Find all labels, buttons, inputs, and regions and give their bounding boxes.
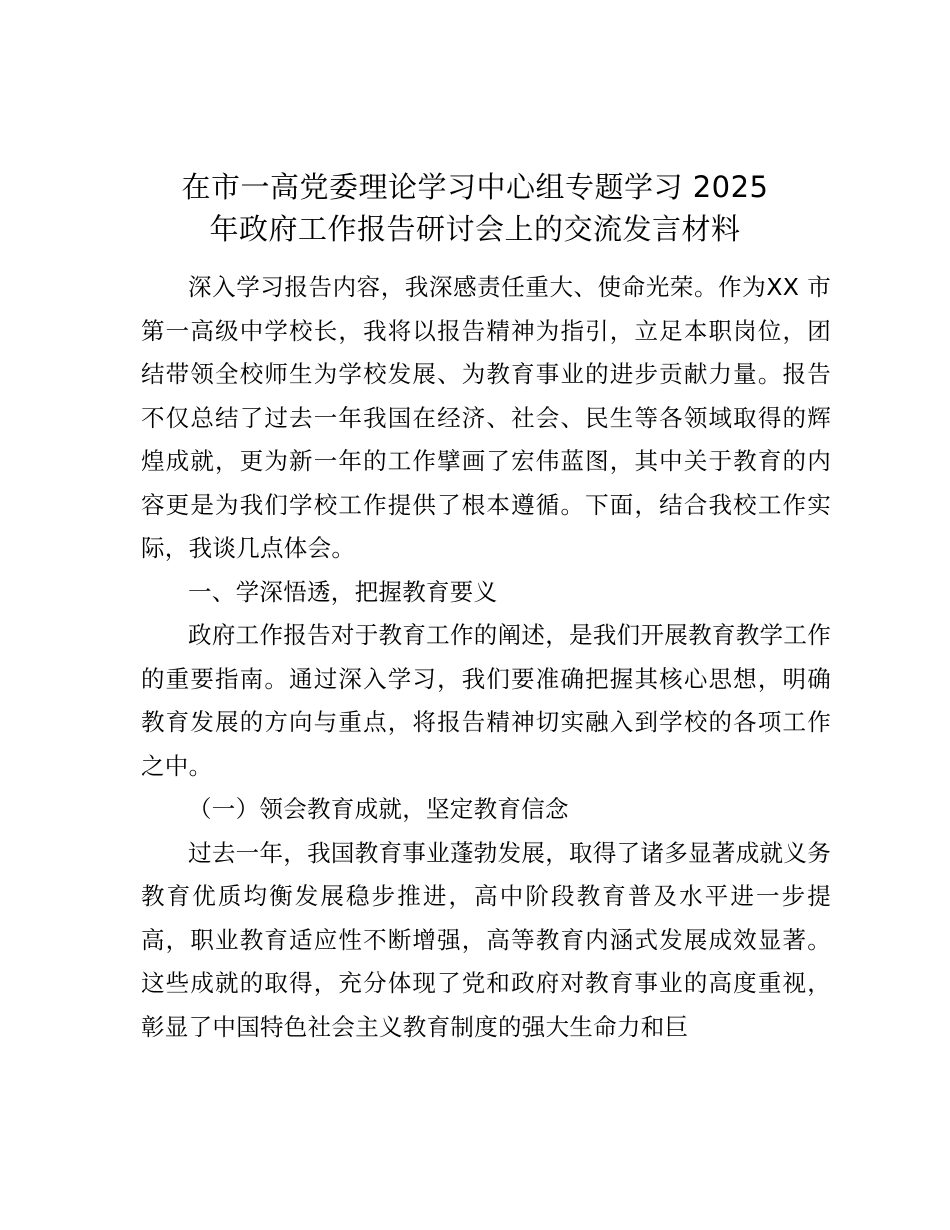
paragraph-subsection-1: 过去一年，我国教育事业蓬勃发展，取得了诸多显著成就义务教育优质均衡发展稳步推进，高中阶段教育普及水平进一步提高，职业教育适应性不断增强，高等教育内涵式发展成效显著。这些成就的取得，充分体现了党和政府对教育事业的高度重视，彰显了中国特色社会主义教育制度的强大生命力和巨	[141, 838, 831, 1041]
title-line-2: 年政府工作报告研讨会上的交流发言材料	[209, 212, 741, 246]
subsection-heading-1: （一）领会教育成就，坚定教育信念	[188, 795, 569, 823]
paragraph-intro: 深入学习报告内容，我深感责任重大、使命光荣。作为XX 市第一高级中学校长，我将以报告精神为指引，立足本职岗位，团结带领全校师生为学校发展、为教育事业的进步贡献力量。报告不仅总结了过去一年我国在经济、社会、民生等各领域取得的辉煌成就，更为新一年的工作擘画了宏伟蓝图，其中关于教育的内容更是为我们学校工作提供了根本遵循。下面，结合我校工作实际，我谈几点体会。	[141, 273, 831, 562]
section-heading-1: 一、学深悟透，把握教育要义	[188, 577, 498, 606]
paragraph-section-1: 政府工作报告对于教育工作的阐述，是我们开展教育教学工作的重要指南。通过深入学习，我们要准确把握其核心思想，明确教育发展的方向与重点，将报告精神切实融入到学校的各项工作之中。	[141, 621, 831, 780]
document-body	[141, 266, 831, 1049]
title-line-1: 在市一高党委理论学习中心组专题学习 2025	[181, 170, 769, 204]
document-title	[120, 166, 830, 250]
